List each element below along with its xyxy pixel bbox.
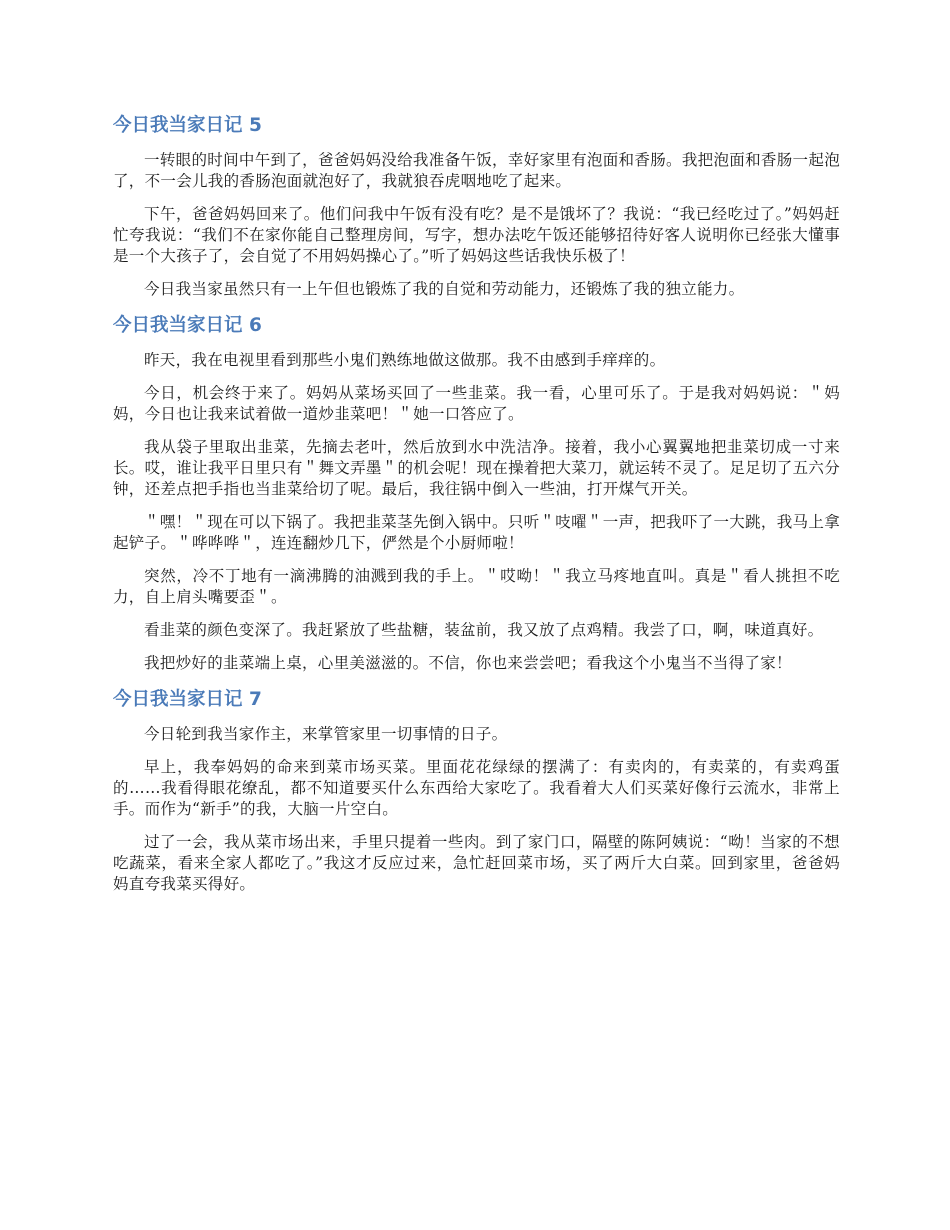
section-title: 今日我当家日记 5 <box>113 115 262 136</box>
paragraph: 看韭菜的颜色变深了。我赶紧放了些盐糖，装盆前，我又放了点鸡精。我尝了口，啊，味道真好。 <box>144 621 824 639</box>
paragraph: 过了一会，我从菜市场出来，手里只提着一些肉。到了家门口，隔壁的陈阿姨说：“呦！当家的不想吃蔬菜，看来全家人都吃了。”我这才反应过来，急忙赶回菜市场，买了两斤大白菜。回到家里，爸爸妈妈直夸我菜买得好。 <box>113 833 840 893</box>
document-page <box>113 112 840 907</box>
paragraph: 今日，机会终于来了。妈妈从菜场买回了一些韭菜。我一看，心里可乐了。于是我对妈妈说：＂妈妈，今日也让我来试着做一道炒韭菜吧！＂她一口答应了。 <box>113 384 840 423</box>
section-title: 今日我当家日记 6 <box>113 315 262 336</box>
paragraph: ＂嘿！＂现在可以下锅了。我把韭菜茎先倒入锅中。只听＂吱嚁＂一声，把我吓了一大跳，我马上拿起铲子。＂哗哗哗＂，连连翻炒几下，俨然是个小厨师啦！ <box>113 513 840 552</box>
diary-section-6 <box>113 312 840 674</box>
paragraph: 我从袋子里取出韭菜，先摘去老叶，然后放到水中洗洁净。接着，我小心翼翼地把韭菜切成一寸来长。哎，谁让我平日里只有＂舞文弄墨＂的机会呢！现在操着把大菜刀，就运转不灵了。足足切了五六分钟，还差点把手指也当韭菜给切了呢。最后，我往锅中倒入一些油，打开煤气开关。 <box>113 438 840 498</box>
paragraph: 昨天，我在电视里看到那些小鬼们熟练地做这做那。我不由感到手痒痒的。 <box>144 351 666 369</box>
paragraph: 下午，爸爸妈妈回来了。他们问我中午饭有没有吃？是不是饿坏了？我说：“我已经吃过了。”妈妈赶忙夸我说：“我们不在家你能自己整理房间，写字，想办法吃午饭还能够招待好客人说明你已经张大懂事是一个大孩子了，会自觉了不用妈妈操心了。”听了妈妈这些话我快乐极了！ <box>113 205 840 265</box>
paragraph: 一转眼的时间中午到了，爸爸妈妈没给我准备午饭，幸好家里有泡面和香肠。我把泡面和香肠一起泡了，不一会儿我的香肠泡面就泡好了，我就狼吞虎咽地吃了起来。 <box>113 151 840 190</box>
diary-section-7 <box>113 686 840 895</box>
paragraph: 今日轮到我当家作主，来掌管家里一切事情的日子。 <box>144 725 508 743</box>
paragraph: 我把炒好的韭菜端上桌，心里美滋滋的。不信，你也来尝尝吧；看我这个小鬼当不当得了家！ <box>144 654 792 672</box>
paragraph: 今日我当家虽然只有一上午但也锻炼了我的自觉和劳动能力，还锻炼了我的独立能力。 <box>144 280 745 298</box>
paragraph: 突然，冷不丁地有一滴沸腾的油溅到我的手上。＂哎呦！＂我立马疼地直叫。真是＂看人挑担不吃力，自上肩头嘴要歪＂。 <box>113 567 840 606</box>
diary-section-5 <box>113 112 840 300</box>
paragraph: 早上，我奉妈妈的命来到菜市场买菜。里面花花绿绿的摆满了：有卖肉的，有卖菜的，有卖鸡蛋的……我看得眼花缭乱，都不知道要买什么东西给大家吃了。我看着大人们买菜好像行云流水，非常上手。而作为“新手”的我，大脑一片空白。 <box>113 758 840 818</box>
section-title: 今日我当家日记 7 <box>113 689 262 710</box>
